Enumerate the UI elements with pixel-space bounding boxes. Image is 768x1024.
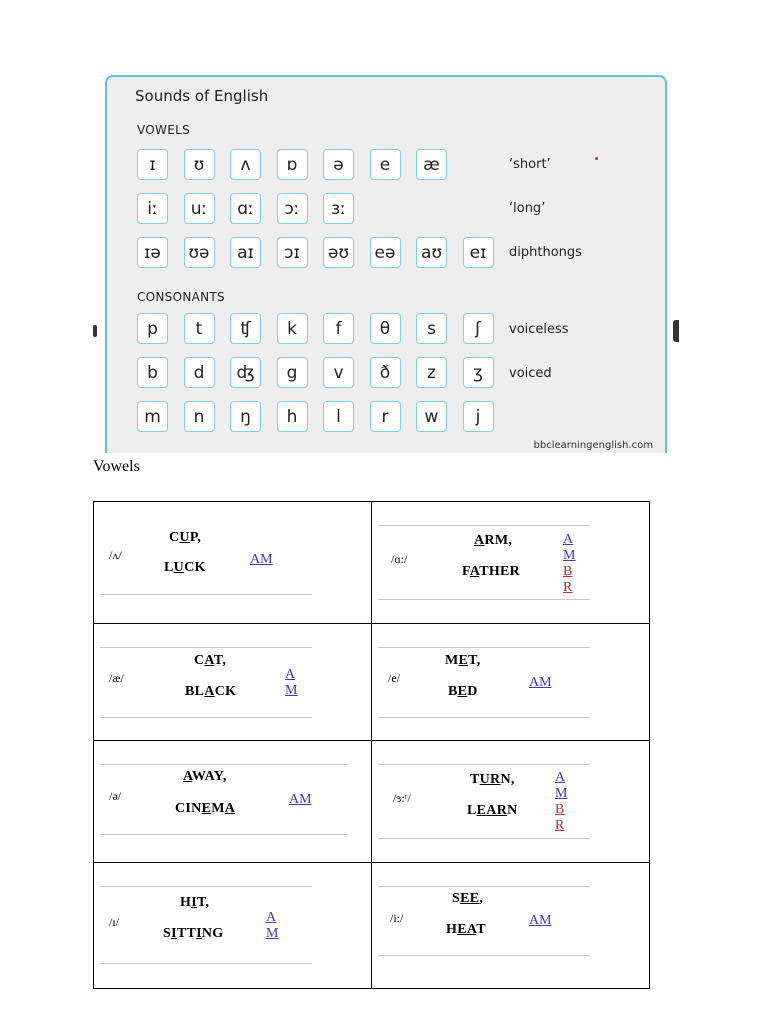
vowel-cell <box>372 741 650 863</box>
row-other <box>137 401 509 432</box>
phoneme-key[interactable]: ʧ <box>230 313 261 344</box>
example-word: CUP, <box>169 530 202 545</box>
phoneme-key[interactable]: aʊ <box>416 237 447 268</box>
row-label-long: ‘long’ <box>509 201 546 216</box>
phoneme-key[interactable]: v <box>323 357 354 388</box>
divider <box>378 764 590 765</box>
table-row <box>94 624 650 741</box>
row-long <box>137 193 370 224</box>
phoneme-key[interactable]: w <box>416 401 447 432</box>
phoneme-key[interactable]: g <box>277 357 308 388</box>
vowel-cell <box>372 624 650 741</box>
phoneme-key[interactable]: ɔɪ <box>277 237 308 268</box>
phoneme-key[interactable]: z <box>416 357 447 388</box>
phoneme-key[interactable]: p <box>137 313 168 344</box>
example-word: HIT, <box>180 895 210 910</box>
audio-link[interactable]: AM <box>529 913 552 928</box>
chart-title: Sounds of English <box>135 87 269 105</box>
table-row <box>94 863 650 989</box>
phoneme-key[interactable]: əʊ <box>323 237 354 268</box>
audio-link-stack[interactable]: A M <box>285 667 298 698</box>
phoneme-key[interactable]: iː <box>137 193 168 224</box>
divider <box>100 647 312 648</box>
ipa-symbol: /æ/ <box>109 671 124 685</box>
phoneme-key[interactable]: s <box>416 313 447 344</box>
vowel-cell <box>94 624 372 741</box>
example-word: TURN, <box>470 772 515 787</box>
phoneme-key[interactable]: n <box>184 401 215 432</box>
phoneme-key[interactable]: ɪə <box>137 237 168 268</box>
ipa-symbol: /ʌ/ <box>109 548 122 562</box>
row-label-voiced: voiced <box>509 366 552 381</box>
vowel-cell <box>372 502 650 624</box>
phoneme-key[interactable]: r <box>370 401 401 432</box>
phoneme-key[interactable]: ɑː <box>230 193 261 224</box>
vowel-cell <box>372 863 650 989</box>
divider <box>378 886 590 887</box>
divider <box>378 647 590 648</box>
phoneme-key[interactable]: j <box>463 401 494 432</box>
phoneme-key[interactable]: æ <box>416 149 447 180</box>
row-short <box>137 149 463 180</box>
phoneme-key[interactable]: ʊ <box>184 149 215 180</box>
phoneme-key[interactable]: b <box>137 357 168 388</box>
phoneme-key[interactable]: e <box>370 149 401 180</box>
ipa-symbol: /ɪ/ <box>109 915 120 929</box>
phoneme-key[interactable]: aɪ <box>230 237 261 268</box>
example-word: CAT, <box>194 653 227 668</box>
example-word: MET, <box>445 653 481 668</box>
phoneme-key[interactable]: h <box>277 401 308 432</box>
phoneme-key[interactable]: ɔː <box>277 193 308 224</box>
phoneme-key[interactable]: l <box>323 401 354 432</box>
example-word: LUCK <box>164 560 206 575</box>
row-label-voiceless: voiceless <box>509 322 569 337</box>
divider <box>100 963 312 964</box>
sounds-chart <box>105 75 667 453</box>
phoneme-key[interactable]: k <box>277 313 308 344</box>
example-word: ARM, <box>474 533 513 548</box>
audio-link-stack[interactable]: A M B R <box>563 532 576 595</box>
example-word: SEE, <box>452 891 484 906</box>
example-word: HEAT <box>446 922 486 937</box>
row-voiceless <box>137 313 509 344</box>
audio-link-stack[interactable]: A M B R <box>555 770 568 833</box>
phoneme-key[interactable]: ʌ <box>230 149 261 180</box>
divider <box>100 834 348 835</box>
example-word: BLACK <box>185 684 237 699</box>
phoneme-key[interactable]: ə <box>323 149 354 180</box>
consonants-heading: CONSONANTS <box>137 290 225 304</box>
table-row <box>94 741 650 863</box>
table-row <box>94 502 650 624</box>
phoneme-key[interactable]: d <box>184 357 215 388</box>
phoneme-key[interactable]: f <box>323 313 354 344</box>
divider <box>100 764 348 765</box>
divider <box>100 594 312 595</box>
right-edge-mark <box>673 320 679 342</box>
phoneme-key[interactable]: ɜː <box>323 193 354 224</box>
phoneme-key[interactable]: ʃ <box>463 313 494 344</box>
row-diphthongs <box>137 237 509 268</box>
phoneme-key[interactable]: θ <box>370 313 401 344</box>
left-edge-mark <box>93 325 97 337</box>
example-word: CINEMA <box>175 801 236 816</box>
example-word: FATHER <box>462 564 521 579</box>
divider <box>378 717 590 718</box>
audio-link-stack[interactable]: A M <box>266 910 279 941</box>
phoneme-key[interactable]: eə <box>370 237 401 268</box>
divider <box>100 717 312 718</box>
ipa-symbol: /ɑ:/ <box>391 552 408 566</box>
example-word: BED <box>448 684 478 699</box>
phoneme-key[interactable]: ʒ <box>463 357 494 388</box>
phoneme-key[interactable]: ʤ <box>230 357 261 388</box>
phoneme-key[interactable]: ɪ <box>137 149 168 180</box>
phoneme-key[interactable]: t <box>184 313 215 344</box>
vowels-heading: VOWELS <box>137 123 190 137</box>
example-word: AWAY, <box>183 769 227 784</box>
audio-link[interactable]: AM <box>250 552 273 567</box>
divider <box>378 838 590 839</box>
phoneme-key[interactable]: uː <box>184 193 215 224</box>
divider <box>100 886 312 887</box>
vowel-cell <box>94 741 372 863</box>
divider <box>378 599 590 600</box>
ipa-symbol: /ɜ:ʳ/ <box>393 791 411 805</box>
section-heading: Vowels <box>93 458 140 475</box>
vowel-cell <box>94 863 372 989</box>
example-word: SITTING <box>163 926 224 941</box>
ipa-symbol: /ə/ <box>109 789 121 803</box>
red-dot <box>595 157 598 160</box>
row-label-diphthongs: diphthongs <box>509 245 582 260</box>
phoneme-key[interactable]: ʊə <box>184 237 215 268</box>
credit-text: bbclearningenglish.com <box>533 440 653 451</box>
phoneme-key[interactable]: ð <box>370 357 401 388</box>
audio-link[interactable]: AM <box>289 792 312 807</box>
phoneme-key[interactable]: m <box>137 401 168 432</box>
ipa-symbol: /i:/ <box>390 911 404 925</box>
vowel-cell <box>94 502 372 624</box>
phoneme-key[interactable]: ŋ <box>230 401 261 432</box>
row-voiced <box>137 357 509 388</box>
audio-link[interactable]: AM <box>529 675 552 690</box>
divider <box>378 955 590 956</box>
divider <box>378 525 590 526</box>
ipa-symbol: /e/ <box>388 671 400 685</box>
vowels-table <box>93 501 650 989</box>
example-word: LEARN <box>467 803 518 818</box>
phoneme-key[interactable]: ɒ <box>277 149 308 180</box>
row-label-short: ‘short’ <box>509 157 551 172</box>
phoneme-key[interactable]: eɪ <box>463 237 494 268</box>
